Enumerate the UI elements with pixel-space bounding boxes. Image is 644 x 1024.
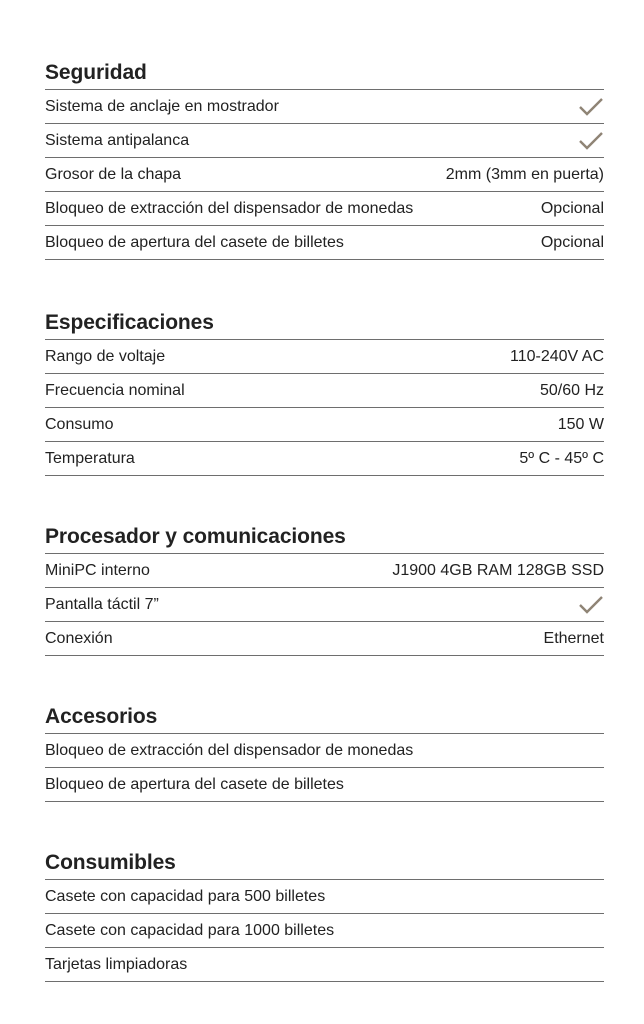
spec-label: Consumo [45, 416, 114, 433]
spec-row [45, 768, 604, 802]
spec-label: Casete con capacidad para 1000 billetes [45, 922, 335, 939]
section-title: Consumibles [45, 846, 604, 880]
spec-row [45, 192, 604, 226]
section-accesorios [45, 700, 604, 802]
spec-value: Opcional [540, 234, 604, 251]
section-title: Accesorios [45, 700, 604, 734]
check-icon [578, 97, 604, 117]
spec-row [45, 226, 604, 260]
spec-value: 110-240V AC [510, 348, 604, 365]
section-consumibles [45, 846, 604, 982]
spec-row [45, 374, 604, 408]
spec-row [45, 880, 604, 914]
spec-value: J1900 4GB RAM 128GB SSD [392, 562, 604, 579]
check-icon [578, 131, 604, 151]
spec-row [45, 340, 604, 374]
spec-value: 5º C - 45º C [519, 450, 604, 467]
spec-label: Casete con capacidad para 500 billetes [45, 888, 326, 905]
spec-label: Sistema de anclaje en mostrador [45, 98, 279, 115]
spec-label: Rango de voltaje [45, 348, 166, 365]
spec-row [45, 408, 604, 442]
spec-value: 150 W [557, 416, 604, 433]
spec-label: Temperatura [45, 450, 135, 467]
section-title: Especificaciones [45, 306, 604, 340]
spec-row [45, 124, 604, 158]
spec-label: Bloqueo de apertura del casete de billetes [45, 234, 344, 251]
section-title: Seguridad [45, 56, 604, 90]
spec-value: Opcional [540, 200, 604, 217]
spec-label: Conexión [45, 630, 113, 647]
spec-value: 50/60 Hz [539, 382, 604, 399]
section-procesador [45, 520, 604, 656]
section-especificaciones [45, 306, 604, 476]
spec-value: Ethernet [543, 630, 604, 647]
spec-row [45, 948, 604, 982]
spec-row [45, 588, 604, 622]
spec-label: Frecuencia nominal [45, 382, 185, 399]
spec-label: Grosor de la chapa [45, 166, 182, 183]
spec-label: MiniPC interno [45, 562, 150, 579]
spec-value: 2mm (3mm en puerta) [445, 166, 604, 183]
spec-label: Bloqueo de extracción del dispensador de monedas [45, 200, 414, 217]
spec-row [45, 442, 604, 476]
spec-row [45, 90, 604, 124]
spec-label: Bloqueo de apertura del casete de billetes [45, 776, 344, 793]
check-icon [578, 595, 604, 615]
spec-row [45, 554, 604, 588]
spec-label: Sistema antipalanca [45, 132, 190, 149]
spec-row [45, 622, 604, 656]
spec-label: Tarjetas limpiadoras [45, 956, 188, 973]
spec-label: Pantalla táctil 7” [45, 596, 159, 613]
section-title: Procesador y comunicaciones [45, 520, 604, 554]
spec-row [45, 914, 604, 948]
spec-row [45, 734, 604, 768]
section-seguridad [45, 56, 604, 260]
spec-row [45, 158, 604, 192]
spec-label: Bloqueo de extracción del dispensador de monedas [45, 742, 414, 759]
